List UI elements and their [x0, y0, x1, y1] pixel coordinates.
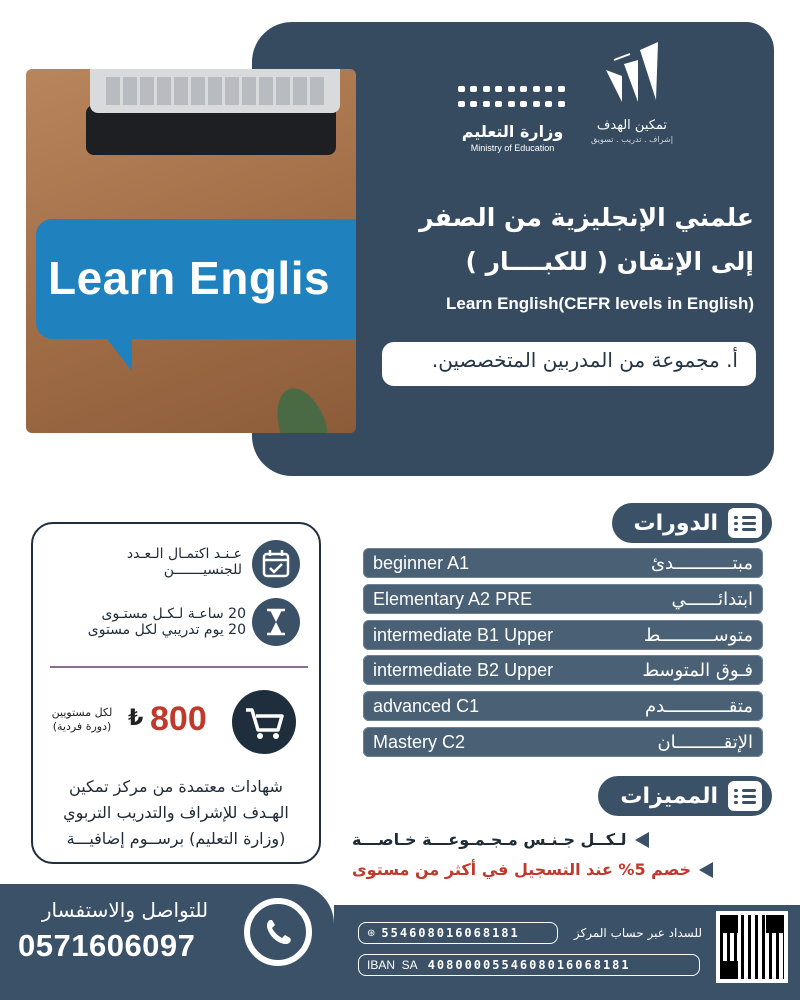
start-condition: عـنـد اكتمـال الـعـدد للجنسيـــــــن [126, 546, 242, 578]
ministry-name-ar: وزارة التعليم [461, 122, 564, 141]
course-item: intermediate B2 Upper فـوق المتوسط [363, 655, 763, 685]
iban-number: 4080000554608016068181 [427, 958, 631, 972]
price-value: 800 [150, 700, 207, 738]
price-note: لكل مستويين (دورة فردية) [51, 706, 113, 733]
contact-label: للتواصل والاستفسار [41, 898, 209, 922]
currency-symbol: ₺ [128, 706, 144, 731]
hero-photo [26, 69, 356, 433]
account-number-box [358, 922, 558, 944]
iban-box [358, 954, 700, 976]
account-number: 554608016068181 [381, 926, 520, 940]
feature-item: لـكــل جـنـس مـجـمـوعـــة خـاصـــة [352, 830, 772, 849]
features-header [598, 776, 772, 816]
arrow-icon [635, 832, 649, 848]
payment-label: للسداد عبر حساب المركز [573, 926, 702, 940]
list-icon [728, 781, 762, 811]
arrow-icon [699, 862, 713, 878]
cart-icon [232, 690, 296, 754]
courses-header [612, 503, 772, 543]
iban-label: IBAN SA [367, 958, 418, 972]
course-item: intermediate B1 Upper متوســــــــــط [363, 620, 763, 650]
leaf-image [267, 381, 334, 433]
course-item: beginner A1 مبتـــــــــــدئ [363, 548, 763, 578]
whatsapp-icon[interactable] [244, 898, 312, 966]
hero-photo-text: Learn Englis [48, 252, 331, 304]
hourglass-icon [252, 598, 300, 646]
center-tagline: إشراف . تدريب . تسويق [591, 135, 673, 144]
feature-item: خصم 5% عند التسجيل في أكثر من مستوى [352, 860, 772, 879]
divider [50, 666, 308, 668]
course-item: advanced C1 متقــــــــــــدم [363, 691, 763, 721]
course-item: Elementary A2 PRE ابتدائــــــي [363, 584, 763, 614]
phone-number[interactable]: 0571606097 [18, 928, 196, 963]
ministry-logo [455, 86, 570, 153]
certificate-info: شهادات معتمدة من مركز تمكين الهـدف للإشراف والتدريب التربوي (وزارة التعليم) برســوم إضافيـــة [63, 777, 289, 848]
features-title: المميزات [620, 783, 718, 809]
trainers-label: أ. مجموعة من المدربين المتخصصين. [382, 342, 756, 386]
list-icon [728, 508, 762, 538]
ministry-name-en: Ministry of Education [470, 143, 555, 153]
center-name: تمكين الهدف [596, 118, 668, 133]
course-item: Mastery C2 الإتقـــــــــان [363, 727, 763, 757]
qr-code[interactable] [716, 911, 788, 983]
page-subtitle-en: Learn English(CEFR levels in English) [446, 294, 754, 313]
bank-icon: ⊛ [367, 927, 376, 939]
center-logo [588, 40, 676, 144]
center-emblem-icon [600, 40, 664, 110]
title-line-2: إلى الإتقان ( للكبــــار ) [465, 247, 754, 276]
page-title [374, 196, 754, 284]
title-line-1: علمني الإنجليزية من الصفر [419, 203, 754, 232]
calendar-icon [252, 540, 300, 588]
courses-title: الدورات [633, 510, 718, 536]
ministry-emblem-icon [458, 86, 568, 112]
hours-info: 20 ساعـة لـكـل مستـوى 20 يوم تدريبي لكل مستوى [87, 606, 246, 638]
